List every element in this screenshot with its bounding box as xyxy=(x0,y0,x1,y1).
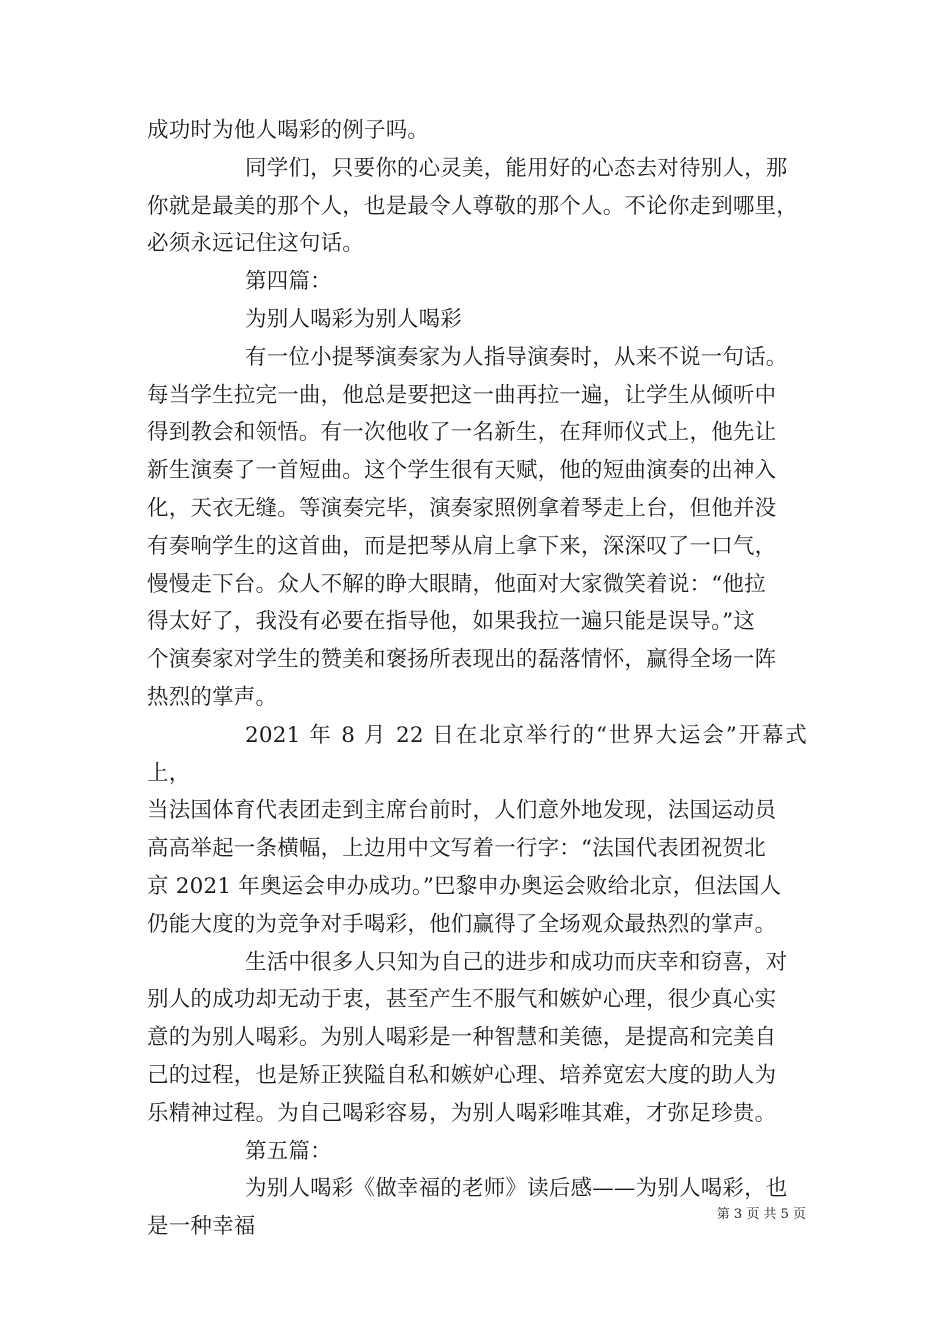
section-heading: 第四篇： xyxy=(245,269,332,295)
paragraph: 同学们，只要你的心灵美，能用好的心态去对待别人，那 你就是最美的那个人，也是最令人尊敬的那个人。不论你走到哪里， 必须永远记住这句话。 xyxy=(147,155,799,257)
page-number-footer: 第 3 页 共 5 页 xyxy=(716,1207,806,1222)
section-title: 为别人喝彩为别人喝彩 xyxy=(245,306,463,332)
paragraph: 生活中很多人只知为自己的进步和成功而庆幸和窃喜，对 别人的成功却无动于衷，甚至产生不服气和嫉妒心理，很少真心实 意的为别人喝彩。为别人喝彩是一种智慧和美德，是提高和完美自 己的过程，也是矫正狭隘自私和嫉妒心理、培养宽宏大度的助人为 乐精神过程。为自己喝彩容易，为别人喝彩唯其难，才弥足珍贵。 xyxy=(147,949,788,1126)
document-body xyxy=(147,112,807,1246)
section-heading: 第五篇： xyxy=(245,1138,332,1164)
paragraph: 有一位小提琴演奏家为人指导演奏时，从来不说一句话。 每当学生拉完一曲，他总是要把这一曲再拉一遍，让学生从倾听中 得到教会和领悟。有一次他收了一名新生，在拜师仪式上，他先让 新生演奏了一首短曲。这个学生很有天赋，他的短曲演奏的出神入 化，天衣无缝。等演奏完毕，演奏家照例拿着琴走上台，但他并没 有奏响学生的这首曲，而是把琴从肩上拿下来，深深叹了一口气， 慢慢走下台。众人不解的睁大眼睛，他面对大家微笑着说：“他拉 得太好了，我没有必要在指导他，如果我拉一遍只能是误导。”这 个演奏家对学生的赞美和褒扬所表现出的磊落情怀，赢得全场一阵 热烈的掌声。 xyxy=(147,344,788,710)
paragraph: 成功时为他人喝彩的例子吗。 xyxy=(147,118,430,143)
paragraph: 2021 年 8 月 22 日在北京举行的“世界大运会”开幕式上， 当法国体育代表团走到主席台前时，人们意外地发现，法国运动员 高高举起一条横幅，上边用中文写着一行字：“法国代表团祝贺北 京 2021 年奥运会申办成功。”巴黎申办奥运会败给北京，但法国人 仍能大度的为竞争对手喝彩，他们赢得了全场观众最热烈的掌声。 xyxy=(147,722,807,937)
section-title: 为别人喝彩《做幸福的老师》读后感——为别人喝彩，也 是一种幸福 xyxy=(147,1176,788,1240)
